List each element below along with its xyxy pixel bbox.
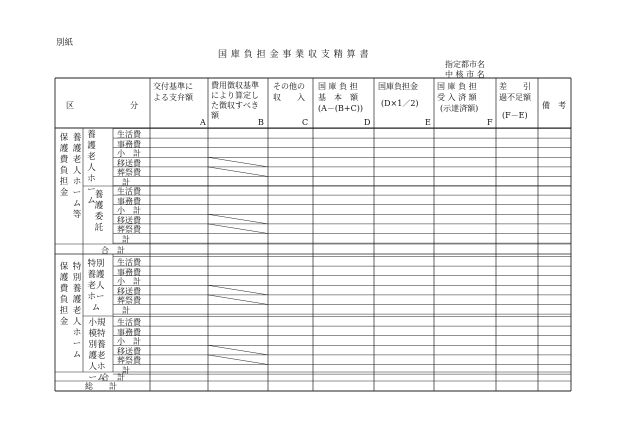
header-col-b-line2: により算定し xyxy=(211,91,259,100)
header-division-left: 区 xyxy=(66,101,74,110)
header-col-b-line1: 費用徴収基準 xyxy=(211,81,259,90)
header-letter-f: F xyxy=(487,118,493,127)
header-col-d-line3: (A－(B+C)) xyxy=(318,104,363,113)
header-col-f-line1: 国 庫 負 担 xyxy=(437,82,477,91)
row-item-label: 移送費 xyxy=(117,158,141,168)
row-item-label: 小 計 xyxy=(117,149,141,159)
group2-sub-a: 特別養護老人ホーム xyxy=(87,259,105,313)
header-col-h: 備 考 xyxy=(542,101,566,110)
header-col-e-line2: (D×1／2) xyxy=(381,99,419,108)
annex-label: 別紙 xyxy=(56,38,74,48)
header-col-g-line2: 過不足額 xyxy=(499,93,531,102)
row-item-label: 葬祭費 xyxy=(117,356,141,366)
grid-line xyxy=(208,345,268,355)
grid-line xyxy=(208,355,268,365)
row-item-label: 計 xyxy=(122,178,130,187)
row-item-label: 計 xyxy=(122,366,130,375)
header-col-d-line2: 基 本 額 xyxy=(318,93,358,102)
header-col-f-line2: 受 入 済 額 xyxy=(437,93,477,102)
header-col-d-line1: 国 庫 負 担 xyxy=(318,82,358,91)
row-item-label: 移送費 xyxy=(117,346,141,356)
header-col-c-line2: 収 入 xyxy=(273,93,305,102)
row-item-label: 小 計 xyxy=(117,277,141,287)
row-item-label: 計 xyxy=(122,235,130,244)
grid-line xyxy=(208,157,268,167)
row-item-label: 事務費 xyxy=(117,327,141,337)
group1-subtitle: 養護老人ホーム等 xyxy=(72,133,82,220)
header-col-g-line3: (F－E) xyxy=(502,111,528,120)
grid-line xyxy=(208,214,268,224)
row-item-label: 移送費 xyxy=(117,215,141,225)
row-item-label: 生活費 xyxy=(117,258,141,267)
grid-line xyxy=(208,295,268,305)
grid-line xyxy=(208,285,268,295)
header-col-b-line4: 額 xyxy=(211,111,219,120)
header-letter-e: E xyxy=(425,118,431,127)
row-item-label: 葬祭費 xyxy=(117,296,141,306)
document-title: 国 庫 負 担 金 事 業 収 支 精 算 書 xyxy=(218,50,369,60)
header-col-c-line1: その他の xyxy=(273,82,305,91)
header-col-a-line2: よる支弁額 xyxy=(153,93,193,102)
row-item-label: 小 計 xyxy=(117,337,141,347)
header-col-b-line3: た徴収すべき xyxy=(211,101,259,110)
row-item-label: 生活費 xyxy=(117,187,141,196)
header-letter-a: A xyxy=(200,118,206,127)
row-item-label: 小 計 xyxy=(117,206,141,216)
header-letter-c: C xyxy=(302,118,309,127)
row-item-label: 生活費 xyxy=(117,318,141,327)
city-line-1: 指定都市名 xyxy=(445,60,485,69)
row-item-label: 移送費 xyxy=(117,286,141,296)
header-letter-d: D xyxy=(364,118,371,127)
row-item-label: 事務費 xyxy=(117,267,141,277)
group1-total-label: 合 計 xyxy=(101,246,125,255)
header-col-e-line1: 国庫負担金 xyxy=(378,82,418,91)
header-division-right: 分 xyxy=(130,101,138,110)
header-col-g-line1: 差 引 xyxy=(499,82,531,91)
header-letter-b: B xyxy=(258,118,264,127)
group2-title: 保護費負担金 xyxy=(59,262,69,327)
group2-sub-b: 小規模特別養護老人ホーム xyxy=(88,318,106,383)
header-col-f-line3: (示達済額) xyxy=(440,104,479,113)
grid-line xyxy=(208,167,268,177)
row-item-label: 葬祭費 xyxy=(117,168,141,178)
group2-subtitle: 特別養護老人ホーム xyxy=(72,262,82,360)
row-item-label: 葬祭費 xyxy=(117,225,141,235)
row-item-label: 事務費 xyxy=(117,196,141,206)
row-item-label: 事務費 xyxy=(117,139,141,149)
row-item-label: 生活費 xyxy=(117,130,141,139)
group1-sub-a: 養護老人ホーム xyxy=(87,130,96,206)
row-item-label: 計 xyxy=(122,306,130,315)
group2-total-label: 合 計 xyxy=(101,373,125,382)
group1-title: 保護費負担金 xyxy=(59,133,69,198)
grand-total-label: 総 計 xyxy=(85,382,117,391)
group1-sub-b: 養護委託 xyxy=(94,190,104,233)
city-line-2: 中 核 市 名 xyxy=(445,70,485,79)
grid-line xyxy=(208,224,268,234)
header-col-a-line1: 交付基準に xyxy=(153,82,193,91)
